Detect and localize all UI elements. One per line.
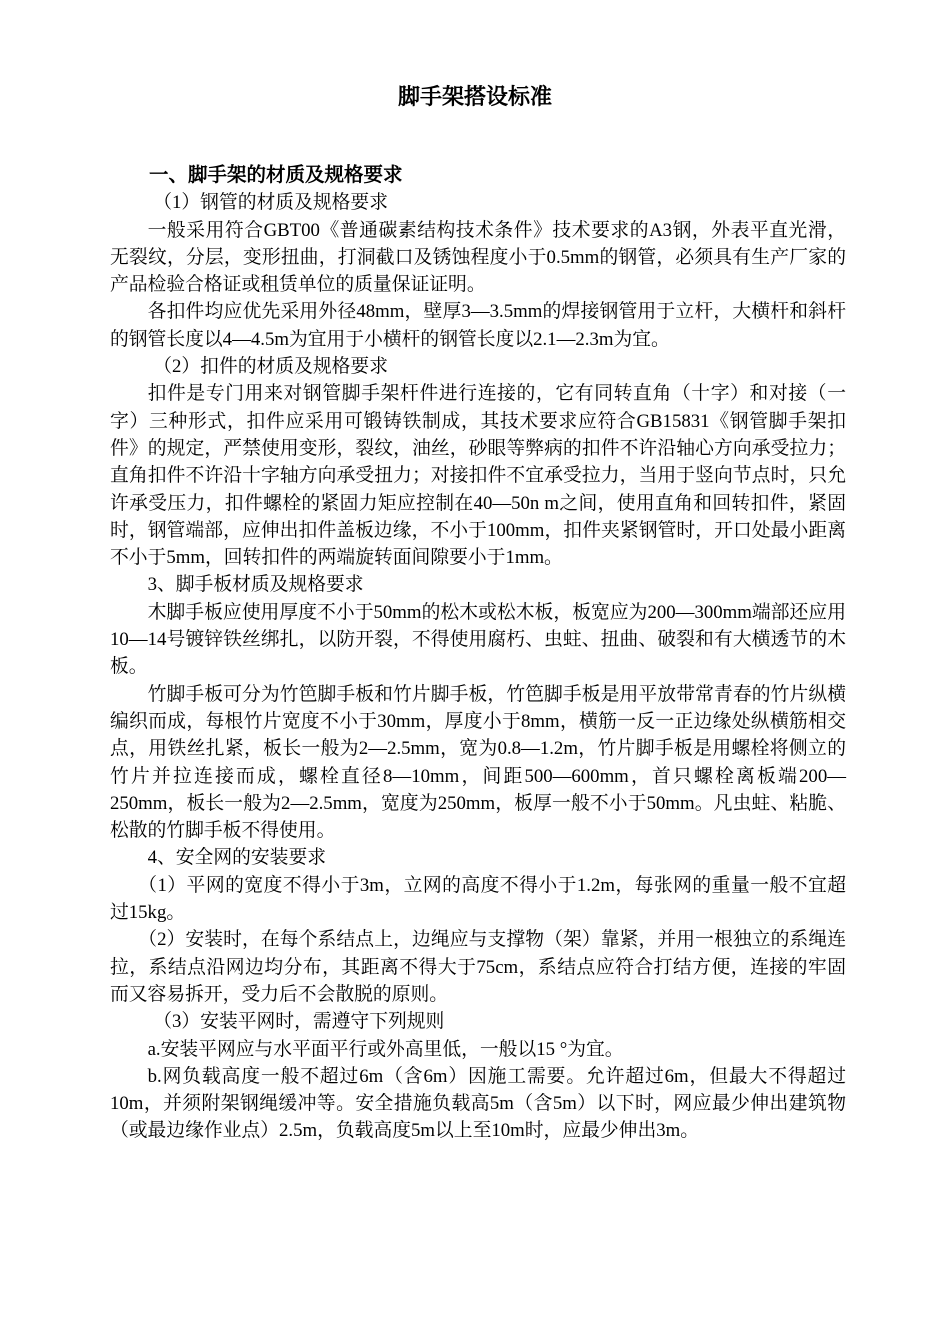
paragraph: （1）平网的宽度不得小于3m，立网的高度不得小于1.2m，每张网的重量一般不宜超过15kg。 bbox=[110, 874, 846, 924]
paragraph: 扣件是专门用来对钢管脚手架杆件进行连接的，它有同转直角（十字）和对接（一字）三种形式，扣件应采用可锻铸铁制成，其技术要求应符合GB15831《钢管脚手架扣件》的规定，严禁使用变形，裂纹，油丝，砂眼等弊病的扣件不许沿轴心方向承受拉力；直角扣件不许沿十字轴方向承受扭力；对接扣件不宜承受拉力，当用于竖向节点时，只允许承受压力，扣件螺栓的紧固力矩应控制在40—50n m之间，使用直角和回转扣件，紧固时，钢管端部，应伸出扣件盖板边缘，不小于100mm，扣件夹紧钢管时，开口处最小距离不小于5mm，回转扣件的两端旋转面间隙要小于1mm。 bbox=[110, 383, 846, 569]
paragraph: 木脚手板应使用厚度不小于50mm的松木或松木板，板宽应为200—300mm端部还应用10—14号镀锌铁丝绑扎，以防开裂，不得使用腐朽、虫蛀、扭曲、破裂和有大横透节的木板。 bbox=[110, 601, 846, 678]
section-heading: 一、脚手架的材质及规格要求 bbox=[149, 165, 403, 186]
paragraph: 竹脚手板可分为竹笆脚手板和竹片脚手板，竹笆脚手板是用平放带常青春的竹片纵横编织而成，每根竹片宽度不小于30mm，厚度小于8mm，横筋一反一正边缘处纵横筋相交点，用铁丝扎紧，板长一般为2—2.5mm，宽为0.8—1.2m，竹片脚手板是用螺栓将侧立的竹片并拉连接而成，螺栓直径8—10mm，间距500—600mm，首只螺栓离板端200—250mm，板长一般为2—2.5mm，宽度为250mm，板厚一般不小于50mm。凡虫蛀、粘脆、松散的竹脚手板不得使用。 bbox=[110, 683, 846, 842]
paragraph: b.网负载高度一般不超过6m（含6m）因施工需要。允许超过6m，但最大不得超过10m，并须附架钢绳缓冲等。安全措施负载高5m（含5m）以下时，网应最少伸出建筑物（或最边缘作业点）2.5m，负载高度5m以上至10m时，应最少伸出3m。 bbox=[110, 1065, 846, 1142]
subsection-heading: （1）钢管的材质及规格要求 bbox=[153, 192, 388, 214]
document-title: 脚手架搭设标准 bbox=[397, 84, 552, 109]
document-body bbox=[110, 162, 846, 1145]
paragraph: 4、安全网的安装要求 bbox=[147, 847, 327, 869]
subsection-heading: （2）扣件的材质及规格要求 bbox=[153, 356, 388, 378]
paragraph: 3、脚手板材质及规格要求 bbox=[147, 574, 364, 596]
paragraph: a.安装平网应与水平面平行或外高里低，一般以15 °为宜。 bbox=[147, 1038, 624, 1060]
subsection-heading: （3）安装平网时，需遵守下列规则 bbox=[153, 1011, 445, 1033]
paragraph: （2）安装时，在每个系结点上，边绳应与支撑物（架）靠紧，并用一根独立的系绳连拉，系结点沿网边均分布，其距离不得大于75cm，系结点应符合打结方便，连接的牢固而又容易拆开，受力后不会散脱的原则。 bbox=[110, 929, 846, 1005]
paragraph: 一般采用符合GBT00《普通碳素结构技术条件》技术要求的A3钢，外表平直光滑，无裂纹，分层，变形扭曲，打洞截口及锈蚀程度小于0.5mm的钢管，必须具有生产厂家的产品检验合格证或租赁单位的质量保证证明。 bbox=[110, 219, 846, 296]
paragraph: 各扣件均应优先采用外径48mm，壁厚3—3.5mm的焊接钢管用于立杆，大横杆和斜杆的钢管长度以4—4.5m为宜用于小横杆的钢管长度以2.1—2.3m为宜。 bbox=[110, 301, 846, 350]
